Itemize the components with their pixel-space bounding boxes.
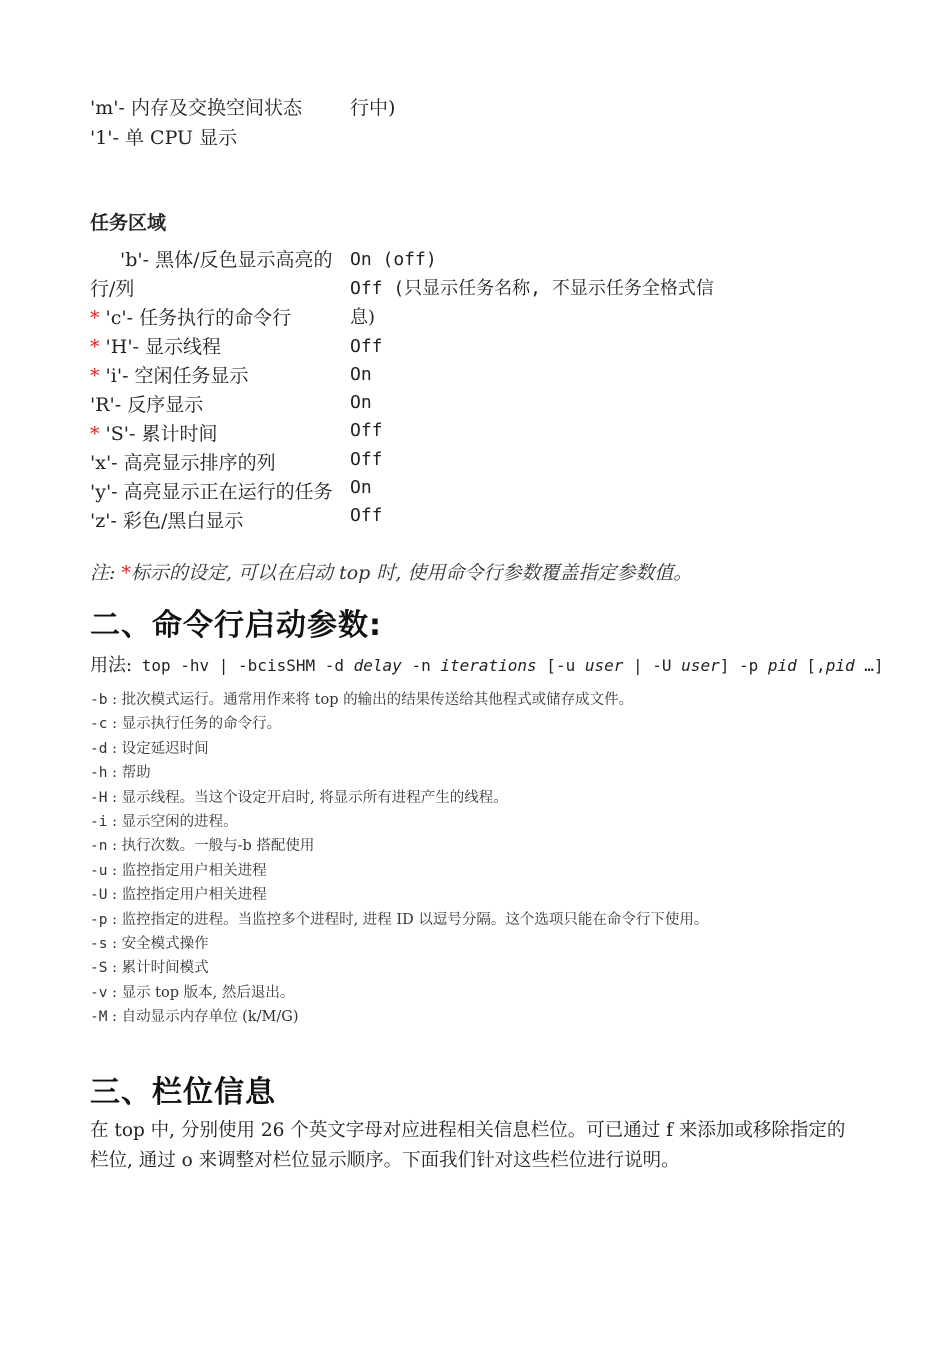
- task-item: 'b'- 黑体/反色显示高亮的: [120, 249, 333, 271]
- value-text: Off (只显示任务名称, 不显示任务全格式信: [350, 278, 714, 299]
- task-item: * 'i'- 空闲任务显示: [90, 365, 249, 387]
- param-row: -u : 监控指定用户相关进程: [90, 862, 267, 879]
- value-text: Off: [350, 505, 383, 526]
- param-row: -n : 执行次数。一般与-b 搭配使用: [90, 838, 315, 855]
- section-title: 三、栏位信息: [90, 1075, 276, 1110]
- star-marker: *: [90, 365, 100, 387]
- section-title: 二、命令行启动参数:: [90, 608, 382, 643]
- value-text: On: [350, 392, 372, 413]
- task-item: * 'H'- 显示线程: [90, 336, 222, 358]
- section-paragraph: 在 top 中, 分别使用 26 个英文字母对应进程相关信息栏位。可已通过 f 来添加或移除指定的栏位, 通过 o 来调整对栏位显示顺序。下面我们针对这些栏位进行说明。: [90, 1120, 846, 1171]
- value-text: Off: [350, 336, 383, 357]
- key-label: 'm'-: [90, 97, 125, 119]
- param-row: -M : 自动显示内存单位 (k/M/G): [90, 1009, 299, 1026]
- param-row: -v : 显示 top 版本, 然后退出。: [90, 984, 295, 1001]
- task-item: 'R'- 反序显示: [90, 394, 204, 416]
- key-label: '1'-: [90, 127, 119, 149]
- value-text: 息): [350, 307, 376, 328]
- note: 注: *标示的设定, 可以在启动 top 时, 使用命令行参数覆盖指定参数值。: [90, 562, 693, 584]
- task-item: 'x'- 高亮显示排序的列: [90, 452, 276, 474]
- star-marker: *: [90, 307, 100, 329]
- param-row: -U : 监控指定用户相关进程: [90, 887, 267, 904]
- task-item: * 'c'- 任务执行的命令行: [90, 307, 292, 329]
- top-right-fragment: 行中): [350, 97, 396, 119]
- usage-line: 用法: top -hv | -bcisSHM -d delay -n iterations [-u user | -U user] -p pid [,pid …]: [90, 655, 884, 676]
- param-list: [90, 688, 708, 1029]
- value-text: On: [350, 477, 372, 498]
- param-row: -s : 安全模式操作: [90, 935, 209, 952]
- key-row-m: [90, 94, 302, 122]
- task-item: * 'S'- 累计时间: [90, 423, 218, 445]
- param-row: -H : 显示线程。当这个设定开启时, 将显示所有进程产生的线程。: [90, 789, 508, 806]
- value-text: On: [350, 364, 372, 385]
- task-item: 'y'- 高亮显示正在运行的任务: [90, 481, 333, 503]
- value-text: On (off): [350, 249, 437, 270]
- key-row-1: [90, 124, 237, 152]
- param-row: -b : 批次模式运行。通常用作来将 top 的输出的结果传送给其他程式或储存成文件。: [90, 692, 634, 708]
- key-desc: 内存及交换空间状态: [130, 97, 302, 119]
- star-marker: *: [90, 336, 100, 358]
- param-row: -S : 累计时间模式: [90, 960, 209, 977]
- value-text: Off: [350, 420, 383, 441]
- param-row: -c : 显示执行任务的命令行。: [90, 716, 282, 733]
- param-row: -h : 帮助: [90, 765, 151, 782]
- key-desc: 单 CPU 显示: [125, 127, 238, 149]
- task-area-heading: 任务区域: [90, 212, 167, 234]
- param-row: -d : 设定延迟时间: [90, 740, 209, 757]
- task-item: 行/列: [90, 278, 135, 300]
- star-marker: *: [90, 423, 100, 445]
- param-row: -i : 显示空闲的进程。: [90, 813, 238, 830]
- task-item: 'z'- 彩色/黑白显示: [90, 510, 244, 532]
- value-text: Off: [350, 449, 383, 470]
- param-row: -p : 监控指定的进程。当监控多个进程时, 进程 ID 以逗号分隔。这个选项只能在命令行下使用。: [90, 911, 709, 928]
